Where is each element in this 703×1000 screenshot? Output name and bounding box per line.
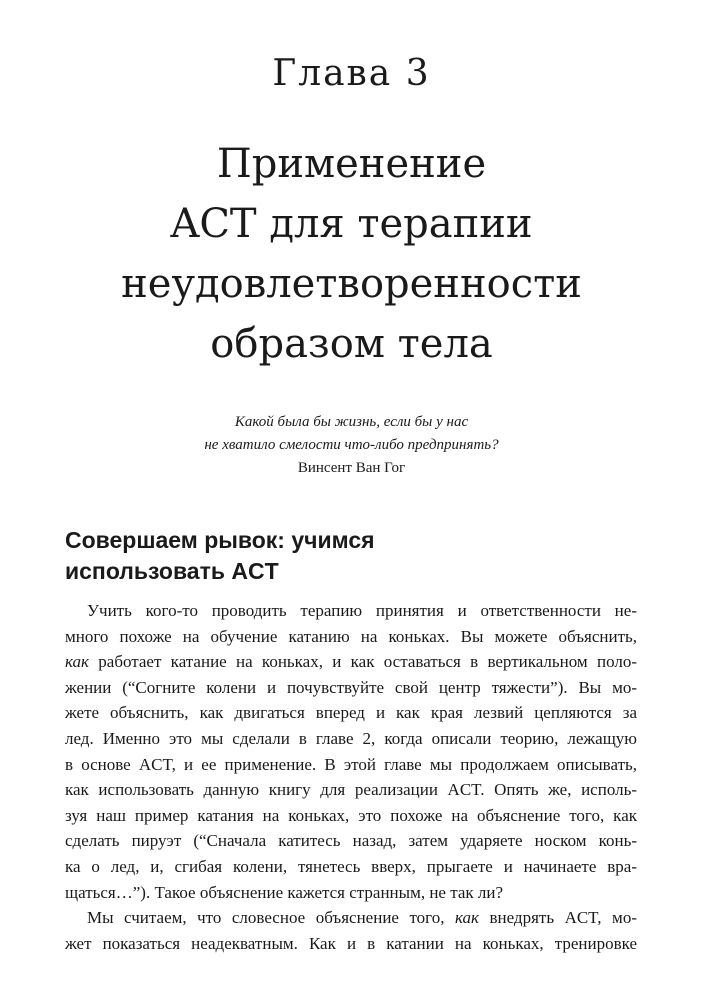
paragraph-line-text: внедрять ACT, мо- (478, 908, 637, 928)
paragraph-line: лед. Именно это мы сделали в главе 2, когда описали теорию, лежащую (65, 728, 637, 748)
paragraph-line: в основе ACT, и ее применение. В этой главе мы продолжаем описывать, (65, 754, 637, 774)
epigraph (0, 411, 703, 480)
paragraph-line: жет показаться неадекватным. Как и в катании на коньках, тренировке (65, 933, 637, 953)
chapter-title-line: Применение (216, 141, 487, 187)
section-heading-line: использовать ACT (65, 558, 279, 584)
chapter-title-line: неудовлетворенности (121, 261, 582, 307)
epigraph-quote-line: не хватило смелости что-либо предпринять? (204, 437, 499, 453)
paragraph-line-text: Мы считаем, что словесное объяснение того, (87, 908, 455, 928)
paragraph-line (65, 649, 637, 675)
section-heading-line: Совершаем рывок: учимся (65, 527, 375, 553)
section-heading (65, 525, 645, 587)
paragraph-line: жете объяснить, как двигаться вперед и как края лезвий цепляются за (65, 703, 637, 723)
paragraph-line-text: работает катание на коньках, и как оставаться в вертикальном поло- (88, 652, 637, 672)
paragraph-line: Учить кого-то проводить терапию принятия и ответственности не- (87, 601, 637, 620)
paragraph-line: ка о лед, и, сгибая колени, тянетесь вверх, прыгаете и начинаете вра- (65, 856, 637, 876)
paragraph-line: жении (“Согните колени и почувствуйте свой центр тяжести”). Вы мо- (65, 677, 637, 697)
emphasis-text: как (65, 652, 89, 672)
body-text (65, 598, 637, 956)
paragraph-line (65, 905, 637, 931)
chapter-title-line: образом тела (210, 321, 493, 367)
chapter-title-line: ACT для терапии (170, 201, 533, 247)
paragraph-line: щаться…”). Такое объяснение кажется странным, не так ли? (65, 882, 504, 902)
epigraph-author: Винсент Ван Гог (297, 460, 406, 476)
paragraph-line: зуя наш пример катания на коньках, это похоже на объяснение того, как (65, 805, 637, 825)
emphasis-text: как (454, 908, 479, 928)
paragraph-line: как использовать данную книгу для реализации ACT. Опять же, исполь- (65, 780, 637, 800)
paragraph-line: сделать пируэт (“Сначала катитесь назад, затем ударяете носком конь- (65, 831, 637, 851)
epigraph-quote-line: Какой была бы жизнь, если бы у нас (234, 414, 469, 430)
paragraph-line: много похоже на обучение катанию на коньках. Вы можете объяснить, (65, 626, 637, 646)
chapter-label: Глава 3 (272, 53, 431, 94)
chapter-title (0, 134, 703, 374)
